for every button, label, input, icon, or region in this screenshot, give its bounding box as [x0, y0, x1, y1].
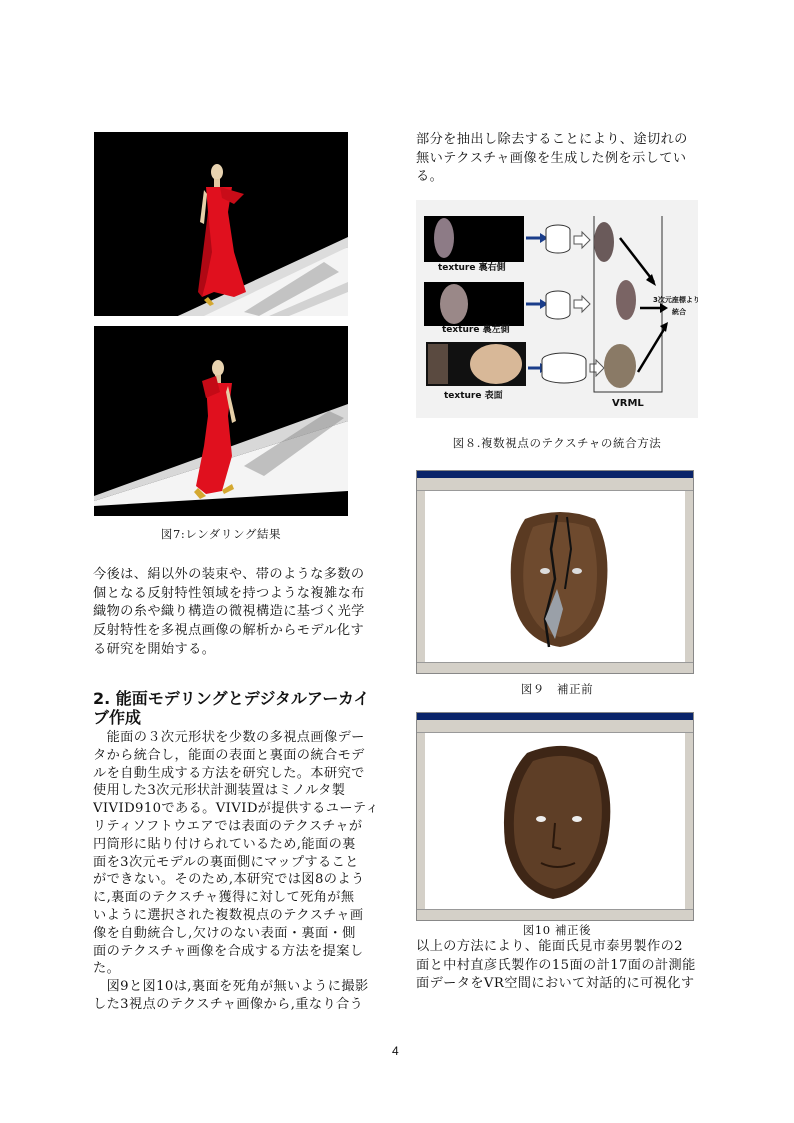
text-line: 反射特性を多視点画像の解析からモデル化す	[93, 623, 365, 639]
text-line: に,裏面のテクスチャ獲得に対して死角が無	[93, 890, 355, 906]
figure10-screenshot	[416, 712, 694, 921]
section-heading-line: 2. 能面モデリングとデジタルアーカイ	[93, 689, 370, 708]
figure10-caption: 図10 補正後	[522, 923, 592, 937]
text-line: 無いテクスチャ画像を生成した例を示してい	[416, 150, 687, 166]
text-line: 面のテクスチャ画像を合成する方法を提案し	[93, 943, 364, 959]
figure7-caption: 図7:レンダリング結果	[160, 527, 282, 541]
text-line: た。	[93, 961, 121, 977]
label-back-right: texture 裏右側	[438, 263, 506, 273]
figure9-caption: 図９ 補正前	[520, 682, 594, 696]
figure8-diagram	[416, 200, 698, 418]
text-line: いように選択された複数視点のテクスチャ画	[93, 907, 364, 923]
text-line: 能面の３次元形状を少数の多視点画像デー	[93, 730, 365, 745]
text-line: した3視点のテクスチャ画像から,重なり合う	[93, 996, 364, 1012]
section2-body	[93, 729, 379, 1014]
right-paragraph-bottom	[416, 938, 706, 994]
label-back-left: texture 裏左側	[442, 325, 510, 335]
left-paragraph-1	[93, 566, 379, 660]
text-line: 以上の方法により、能面氏見市泰男製作の2	[416, 939, 683, 954]
text-line: 今後は、絹以外の装束や、帯のような多数の	[93, 567, 365, 582]
figure7-image-top	[94, 132, 348, 316]
label-integrate-1: 3次元座標より	[653, 296, 698, 304]
figure9-screenshot	[416, 470, 694, 674]
text-line: 面を3次元モデルの裏面側にマップすること	[93, 854, 359, 870]
text-line: 円筒形に貼り付けられているため,能面の裏	[93, 836, 356, 852]
text-line: リティソフトウエアでは表面のテクスチャが	[93, 818, 363, 834]
text-line: 図9と図10は,裏面を死角が無いように撮影	[93, 979, 369, 995]
section-heading-line: ブ作成	[93, 708, 142, 727]
label-integrate-2: 統合	[672, 308, 686, 316]
text-line: ルを自動生成する方法を研究した。本研究で	[93, 765, 365, 781]
text-line: 織物の糸や織り構造の微視構造に基づく光学	[93, 604, 365, 620]
text-line: 像を自動統合し,欠けのない表面・裏面・側	[93, 925, 356, 941]
text-line: 面データをVR空間において対話的に可視化す	[416, 976, 695, 992]
label-front: texture 表面	[444, 391, 503, 401]
text-line: タから統合し，能面の表面と裏面の統合モデ	[93, 747, 365, 763]
text-line: る。	[416, 169, 444, 185]
text-line: 個となる反射特性領域を持つような複雑な布	[93, 585, 365, 601]
text-line: 部分を抽出し除去することにより、途切れの	[416, 132, 688, 147]
section-heading	[93, 689, 383, 727]
label-vrml: VRML	[612, 398, 644, 409]
page-number: 4	[392, 1044, 399, 1058]
text-line: 面と中村直彦氏製作の15面の計17面の計測能	[416, 957, 696, 973]
text-line: る研究を開始する。	[93, 641, 216, 657]
text-line: 使用した3次元形状計測装置はミノルタ製	[93, 783, 346, 799]
figure8-caption: 図８.複数視点のテクスチャの統合方法	[452, 436, 662, 450]
figure7-image-bottom	[94, 326, 348, 516]
text-line: VIVID910である。VIVIDが提供するユーティ	[93, 801, 379, 817]
text-line: ができない。そのため,本研究では図8のよう	[93, 872, 365, 888]
right-paragraph-top	[416, 131, 706, 187]
